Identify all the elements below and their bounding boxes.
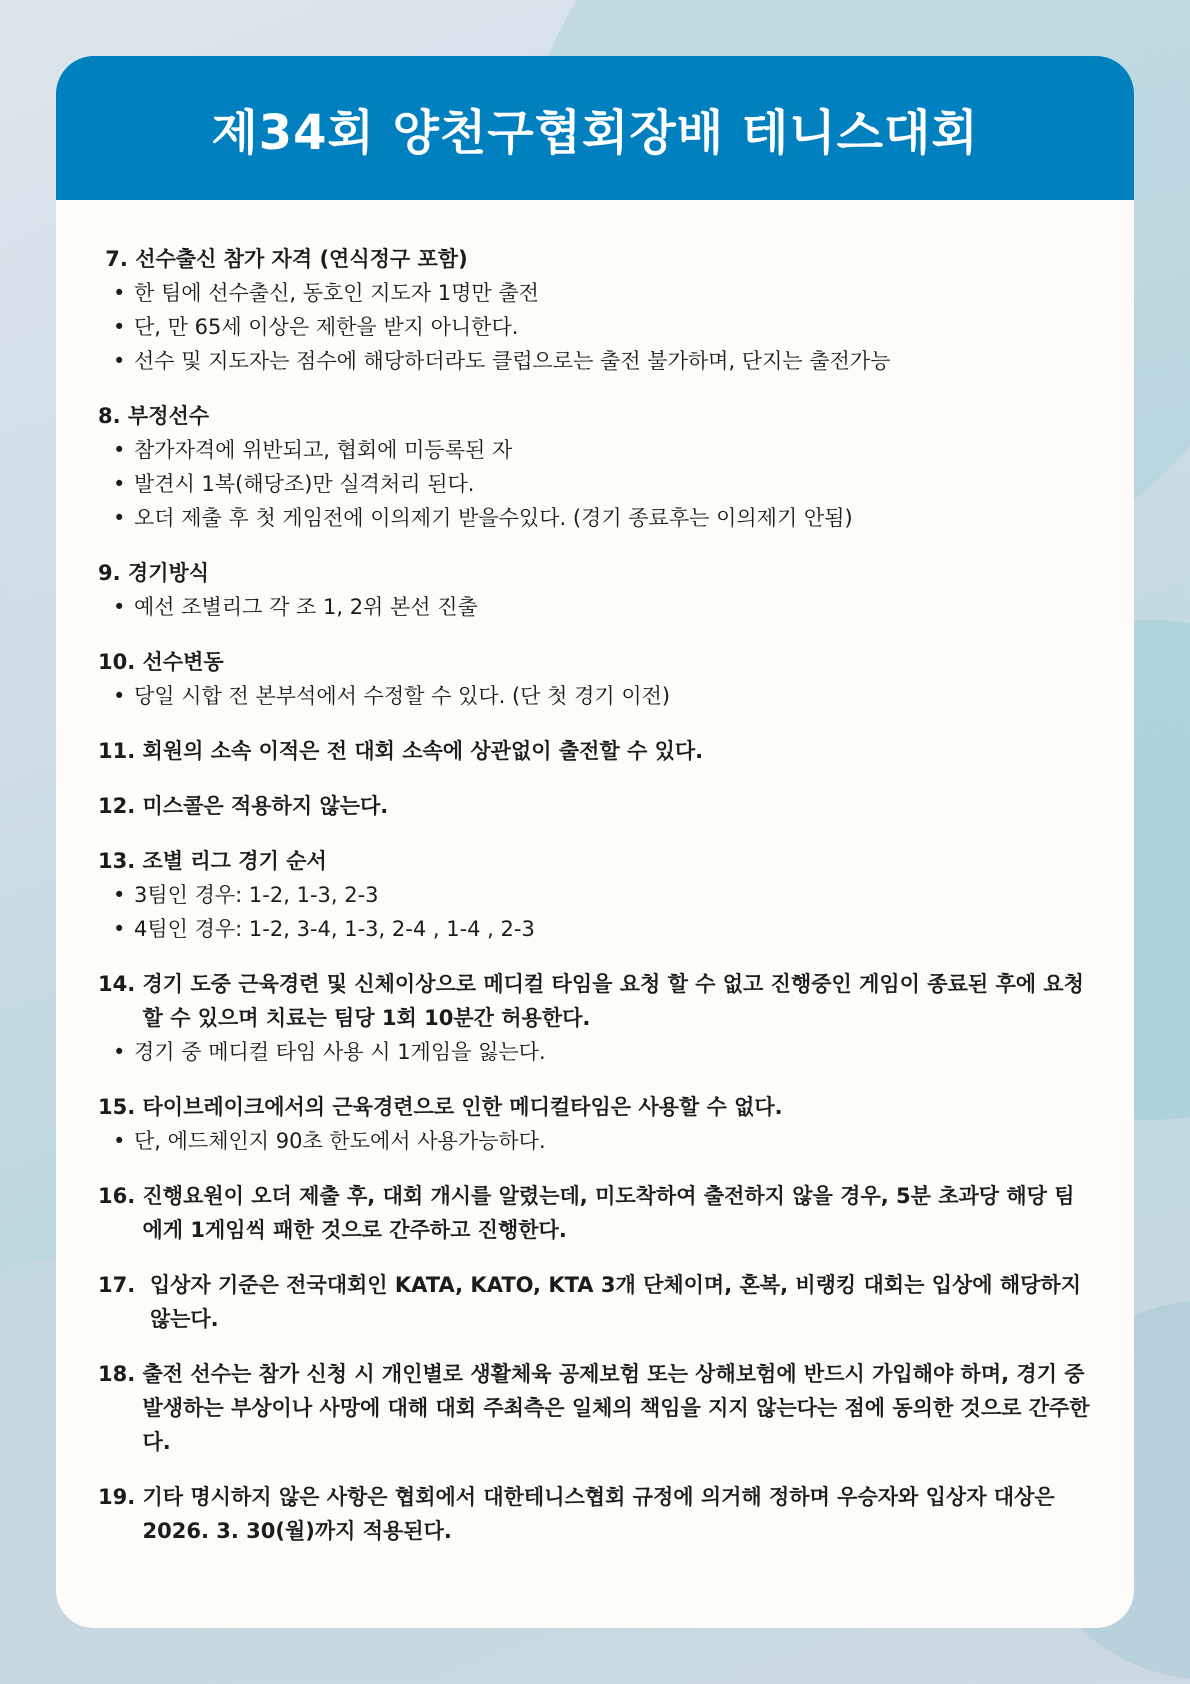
rule-number: 16. bbox=[98, 1184, 143, 1208]
rules-list bbox=[56, 200, 1134, 1548]
bullet-item: • 당일 시합 전 본부석에서 수정할 수 있다. (단 첫 경기 이전) bbox=[98, 679, 1094, 713]
rule-heading-text: 경기방식 bbox=[127, 561, 210, 585]
rule-heading bbox=[98, 556, 1094, 590]
rule-heading-text: 부정선수 bbox=[127, 404, 210, 428]
bullet-item: • 참가자격에 위반되고, 협회에 미등록된 자 bbox=[98, 433, 1094, 467]
rule-bullets bbox=[98, 1035, 1094, 1069]
bullet-item: • 4팀인 경우: 1-2, 3-4, 1-3, 2-4 , 1-4 , 2-3 bbox=[98, 912, 1094, 946]
rule-number: 10. bbox=[98, 650, 143, 674]
rule-section bbox=[98, 645, 1094, 713]
rule-heading bbox=[98, 1480, 1094, 1548]
rule-number: 15. bbox=[98, 1095, 143, 1119]
page-title: 제34회 양천구협회장배 테니스대회 bbox=[211, 104, 979, 161]
rule-number: 9. bbox=[98, 561, 128, 585]
rule-heading-text: 회원의 소속 이적은 전 대회 소속에 상관없이 출전할 수 있다. bbox=[142, 739, 704, 763]
rule-section bbox=[98, 399, 1094, 535]
rule-number: 12. bbox=[98, 794, 143, 818]
bullet-item: • 경기 중 메디컬 타임 사용 시 1게임을 잃는다. bbox=[98, 1035, 1094, 1069]
bullet-item: • 3팀인 경우: 1-2, 1-3, 2-3 bbox=[98, 878, 1094, 912]
rule-heading-text: 출전 선수는 참가 신청 시 개인별로 생활체육 공제보험 또는 상해보험에 반드시 가입해야 하며, 경기 중 발생하는 부상이나 사망에 대해 대회 주최측은 일체의 책임을 지지 않는다는 점에 동의한 것으로 간주한다. bbox=[142, 1362, 1090, 1454]
rule-heading bbox=[98, 645, 1094, 679]
rule-bullets bbox=[98, 1124, 1094, 1158]
rule-bullets bbox=[98, 590, 1094, 624]
rule-section bbox=[98, 242, 1094, 378]
rule-number: 17. bbox=[98, 1273, 150, 1297]
rule-number: 7. bbox=[98, 247, 136, 271]
rule-number: 13. bbox=[98, 849, 143, 873]
rule-number: 14. bbox=[98, 972, 143, 996]
rule-heading bbox=[98, 844, 1094, 878]
bullet-item: • 단, 에드체인지 90초 한도에서 사용가능하다. bbox=[98, 1124, 1094, 1158]
rule-heading bbox=[98, 399, 1094, 433]
rule-heading bbox=[98, 789, 1094, 823]
bullet-item: • 단, 만 65세 이상은 제한을 받지 아니한다. bbox=[98, 310, 1094, 344]
rule-heading-text: 진행요원이 오더 제출 후, 대회 개시를 알렸는데, 미도착하여 출전하지 않을 경우, 5분 초과당 해당 팀에게 1게임씩 패한 것으로 간주하고 진행한다. bbox=[142, 1184, 1075, 1242]
rule-heading bbox=[98, 1357, 1094, 1459]
rule-section bbox=[98, 1090, 1094, 1158]
rule-heading-text: 입상자 기준은 전국대회인 KATA, KATO, KTA 3개 단체이며, 혼복, 비랭킹 대회는 입상에 해당하지 않는다. bbox=[149, 1273, 1082, 1331]
rule-heading bbox=[98, 734, 1094, 768]
rule-heading bbox=[98, 242, 1094, 276]
rule-heading bbox=[98, 967, 1094, 1035]
bullet-item: • 발견시 1복(해당조)만 실격처리 된다. bbox=[98, 467, 1094, 501]
rule-section bbox=[98, 734, 1094, 768]
rule-heading-text: 선수변동 bbox=[142, 650, 224, 674]
rule-bullets bbox=[98, 679, 1094, 713]
card-header bbox=[56, 56, 1134, 200]
rule-section bbox=[98, 1480, 1094, 1548]
rule-heading-text: 선수출신 참가 자격 (연식정구 포함) bbox=[135, 247, 468, 271]
rule-section bbox=[98, 1179, 1094, 1247]
rule-heading bbox=[98, 1268, 1094, 1336]
rule-heading bbox=[98, 1179, 1094, 1247]
bullet-item: • 예선 조별리그 각 조 1, 2위 본선 진출 bbox=[98, 590, 1094, 624]
rule-section bbox=[98, 967, 1094, 1069]
rule-section bbox=[98, 1268, 1094, 1336]
rule-heading-text: 기타 명시하지 않은 사항은 협회에서 대한테니스협회 규정에 의거해 정하며 우승자와 입상자 대상은 2026. 3. 30(월)까지 적용된다. bbox=[142, 1485, 1055, 1543]
rule-heading-text: 경기 도중 근육경련 및 신체이상으로 메디컬 타임을 요청 할 수 없고 진행중인 게임이 종료된 후에 요청 할 수 있으며 치료는 팀당 1회 10분간 허용한다. bbox=[142, 972, 1084, 1030]
rule-number: 18. bbox=[98, 1362, 143, 1386]
rule-bullets bbox=[98, 276, 1094, 378]
rule-section bbox=[98, 556, 1094, 624]
rule-heading-text: 미스콜은 적용하지 않는다. bbox=[142, 794, 389, 818]
bullet-item: • 한 팀에 선수출신, 동호인 지도자 1명만 출전 bbox=[98, 276, 1094, 310]
rule-heading-text: 타이브레이크에서의 근육경련으로 인한 메디컬타임은 사용할 수 없다. bbox=[142, 1095, 783, 1119]
bullet-item: • 오더 제출 후 첫 게임전에 이의제기 받을수있다. (경기 종료후는 이의제기 안됨) bbox=[98, 501, 1094, 535]
rule-number: 19. bbox=[98, 1485, 143, 1509]
rule-heading bbox=[98, 1090, 1094, 1124]
rule-section bbox=[98, 844, 1094, 946]
bullet-item: • 선수 및 지도자는 점수에 해당하더라도 클럽으로는 출전 불가하며, 단지는 출전가능 bbox=[98, 344, 1094, 378]
rule-section bbox=[98, 789, 1094, 823]
rule-number: 11. bbox=[98, 739, 143, 763]
notice-card bbox=[56, 56, 1134, 1628]
rule-number: 8. bbox=[98, 404, 128, 428]
rule-section bbox=[98, 1357, 1094, 1459]
rule-heading-text: 조별 리그 경기 순서 bbox=[142, 849, 327, 873]
rule-bullets bbox=[98, 878, 1094, 946]
rule-bullets bbox=[98, 433, 1094, 535]
